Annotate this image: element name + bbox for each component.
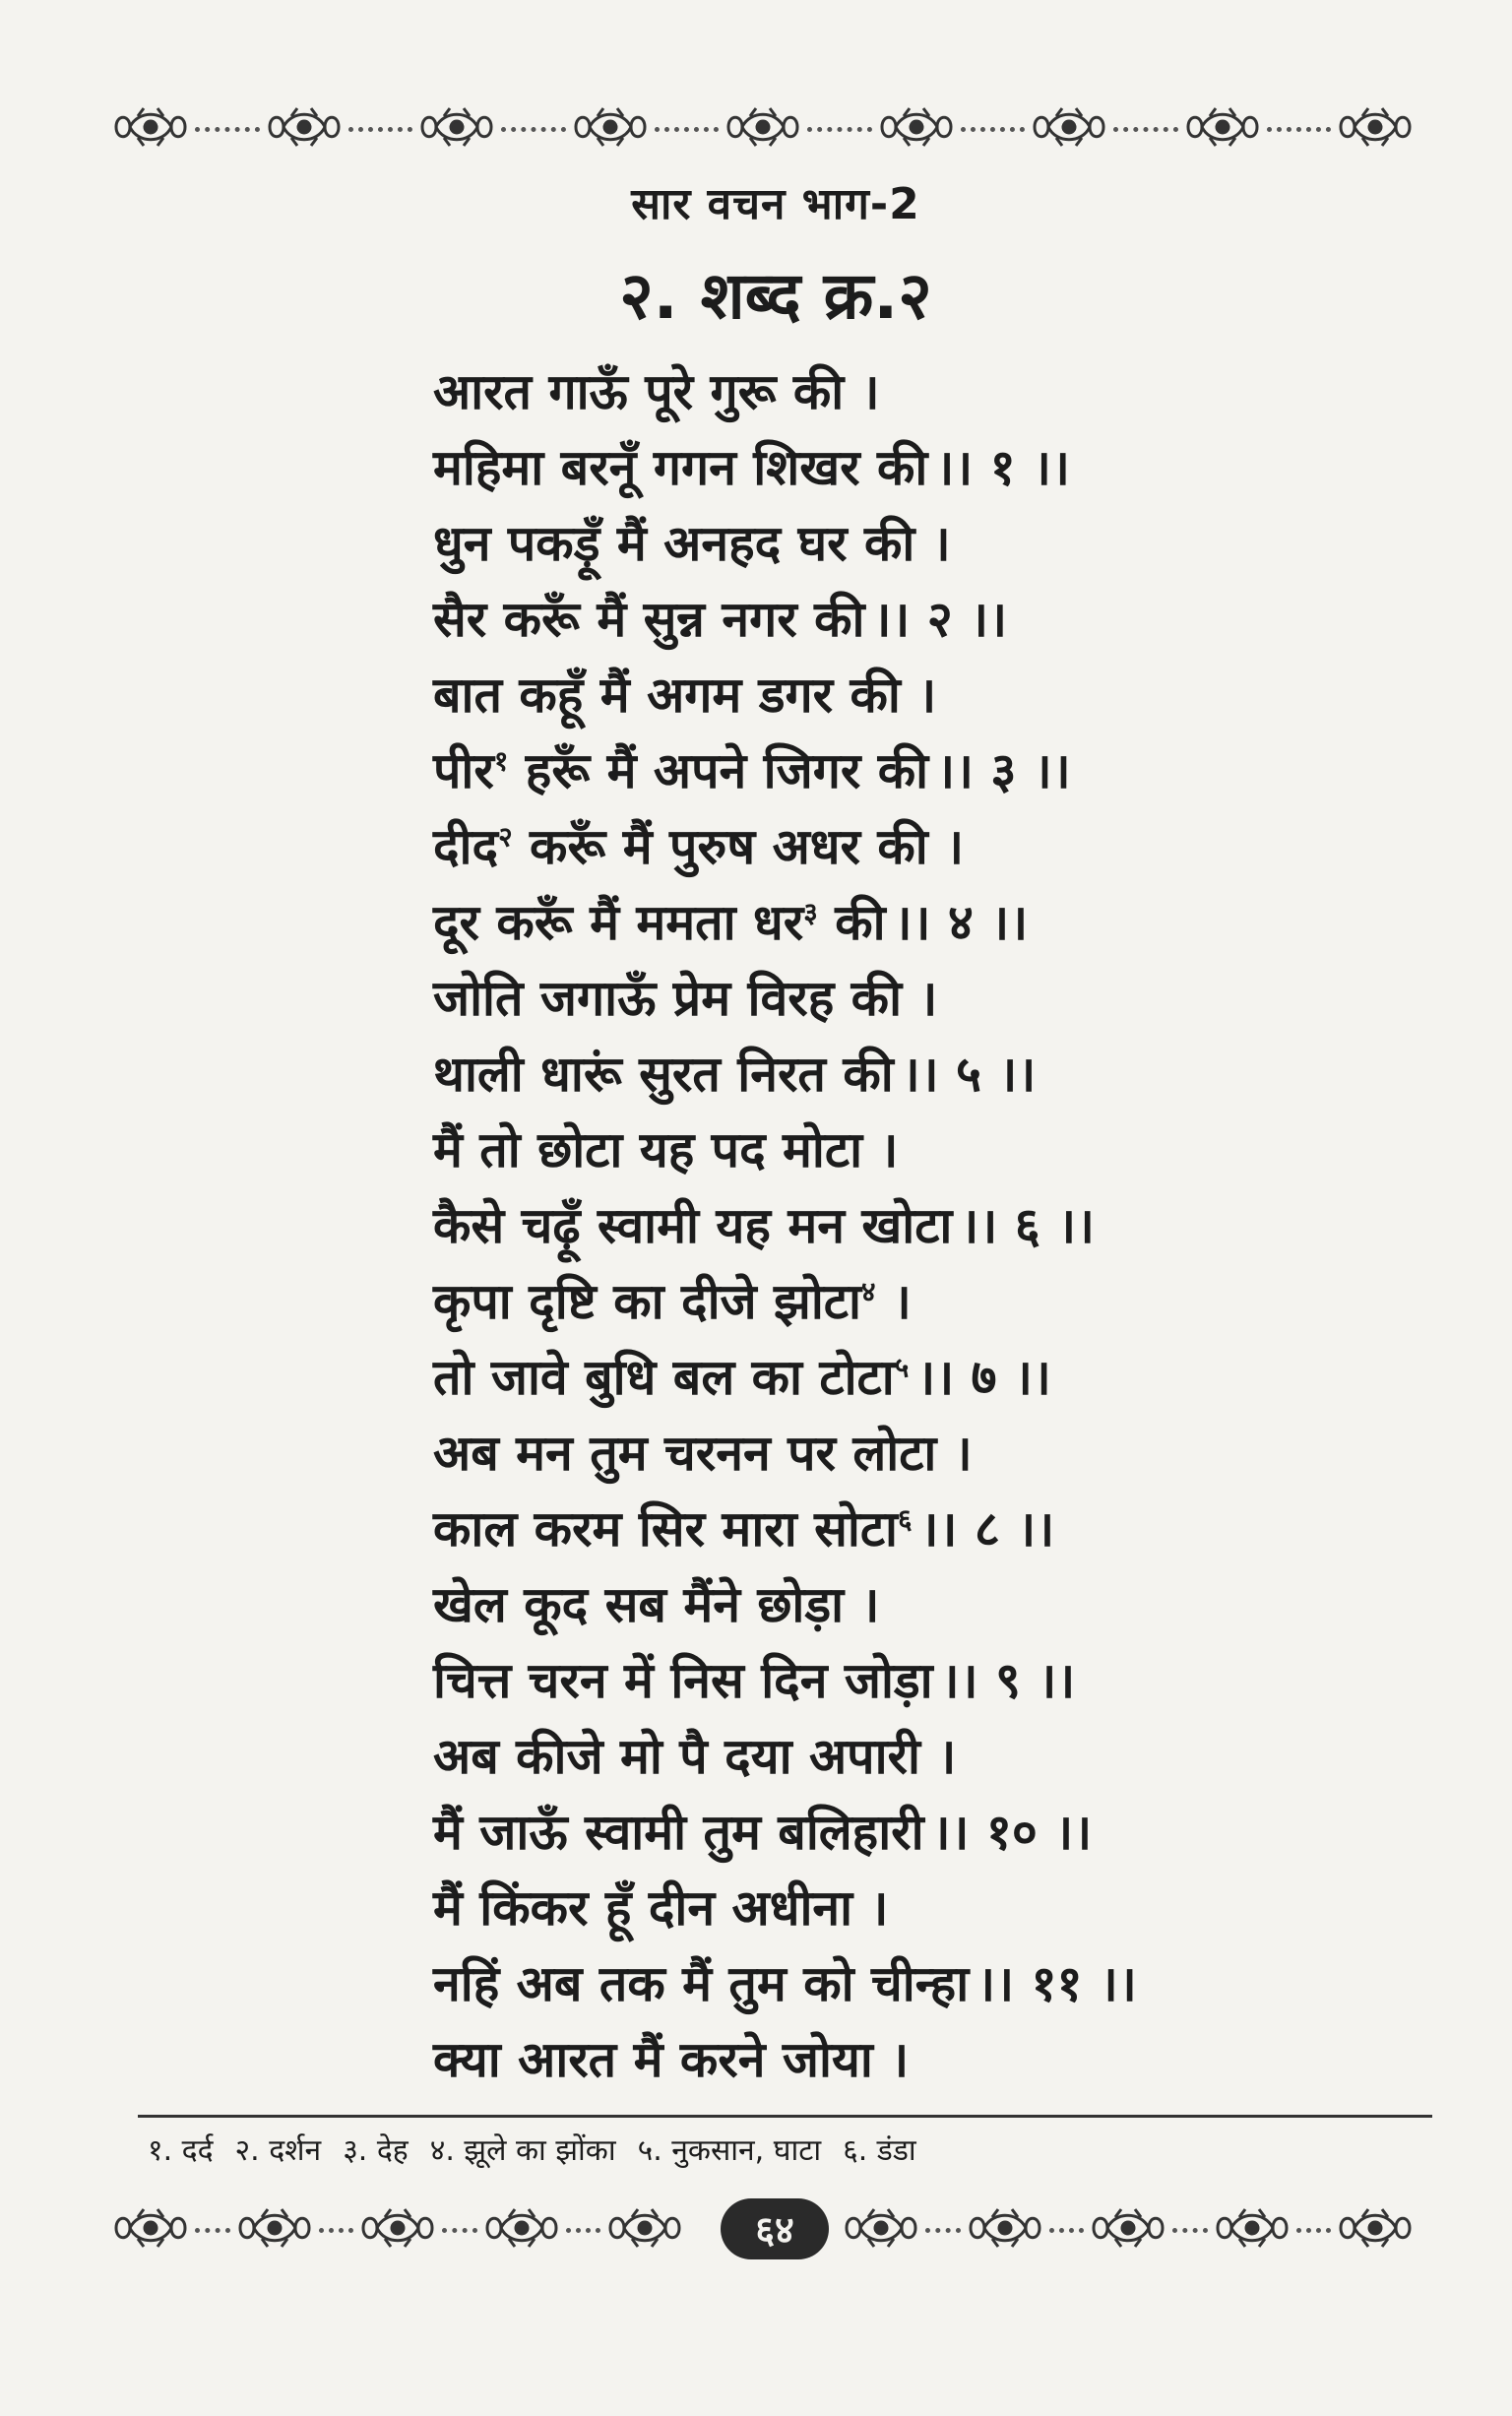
- floral-ornament-icon: [602, 2203, 687, 2257]
- verse-number: ।। २ ।।: [872, 591, 1008, 648]
- dotted-separator: [925, 2228, 961, 2233]
- verse-line: [433, 1492, 1319, 1567]
- verse-line: [433, 1188, 1319, 1264]
- dotted-separator: [1172, 2228, 1208, 2233]
- footnote-item: २. दर्शन: [234, 2133, 322, 2168]
- verse-number: ।। ९ ।।: [940, 1652, 1076, 1709]
- book-title: सार वचन भाग-2: [631, 179, 920, 229]
- footnote-marker: ६: [897, 1502, 913, 1536]
- dotted-separator: [1049, 2228, 1085, 2233]
- verse-text: धुन पकड़ूँ मैं अनहद घर की ।: [433, 515, 951, 572]
- verse-line: [433, 1340, 1319, 1416]
- floral-ornament-icon: [568, 102, 653, 156]
- floral-ornament-icon: [839, 2203, 923, 2257]
- floral-ornament-icon: [232, 2203, 317, 2257]
- footnote-item: ४. झूले का झोंका: [429, 2133, 616, 2168]
- footnote-marker: ४: [860, 1275, 876, 1308]
- verse-number: ।। १० ।।: [931, 1804, 1093, 1861]
- footnote-marker: ५: [894, 1351, 910, 1384]
- verse-text: कृपा दृष्टि का दीजे झोटा: [433, 1273, 861, 1330]
- verse-text: जोति जगाऊँ प्रेम विरह की ।: [433, 970, 938, 1027]
- dotted-separator: [348, 127, 413, 132]
- verse-line: [433, 430, 1319, 506]
- floral-ornament-icon: [1086, 2203, 1170, 2257]
- verse-line: [433, 1946, 1319, 2022]
- verse-number: ।। ८ ।।: [919, 1500, 1055, 1558]
- footnote-divider: [138, 2115, 1432, 2118]
- verse-text-continued: हरूँ मैं अपने जिगर की: [508, 742, 929, 799]
- top-ornamental-border: [108, 95, 1418, 163]
- verse-text: मैं तो छोटा यह पद मोटा ।: [433, 1121, 899, 1178]
- floral-ornament-icon: [1027, 102, 1111, 156]
- verse-line: [433, 961, 1319, 1037]
- verse-line: [433, 1871, 1319, 1946]
- verse-line: [433, 1719, 1319, 1795]
- verse-line: [433, 1264, 1319, 1340]
- floral-ornament-icon: [874, 102, 959, 156]
- footnote-item: ५. नुकसान, घाटा: [637, 2133, 822, 2168]
- verse-line: [433, 1416, 1319, 1492]
- floral-ornament-icon: [1333, 2203, 1418, 2257]
- footnote-item: १. दर्द: [148, 2133, 214, 2168]
- verse-line: [433, 2022, 1319, 2098]
- verse-text: कैसे चढ़ूँ स्वामी यह मन खोटा: [433, 1197, 953, 1254]
- verse-line: [433, 733, 1319, 809]
- dotted-separator: [501, 127, 566, 132]
- section-title: २. शब्द क्र.२: [619, 258, 932, 334]
- verse-text: दूर करूँ मैं ममता धर: [433, 894, 804, 951]
- verse-text: आरत गाऊँ पूरे गुरू की ।: [433, 363, 880, 420]
- dotted-separator: [195, 2228, 230, 2233]
- dotted-separator: [807, 127, 872, 132]
- verse-line: [433, 1037, 1319, 1113]
- floral-ornament-icon: [721, 102, 805, 156]
- footnotes: [148, 2129, 938, 2169]
- verse-text: पीर: [433, 742, 494, 799]
- verse-text: क्या आरत मैं करने जोया ।: [433, 2031, 910, 2088]
- floral-ornament-icon: [262, 102, 346, 156]
- verse-number: ।। ४ ।।: [893, 894, 1029, 951]
- dotted-separator: [1267, 127, 1332, 132]
- verse-line: [433, 354, 1319, 430]
- floral-ornament-icon: [108, 102, 193, 156]
- verse-line: [433, 1113, 1319, 1188]
- floral-ornament-icon: [1180, 102, 1265, 156]
- verse-line: [433, 1795, 1319, 1871]
- floral-ornament-icon: [355, 2203, 440, 2257]
- dotted-separator: [961, 127, 1026, 132]
- floral-ornament-icon: [108, 2203, 193, 2257]
- verse-list: [433, 354, 1319, 2098]
- verse-number: ।। १ ।।: [935, 439, 1070, 496]
- verse-text: चित्त चरन में निस दिन जोड़ा: [433, 1652, 933, 1709]
- verse-number: ।। ७ ।।: [916, 1349, 1051, 1406]
- dotted-separator: [566, 2228, 601, 2233]
- footnote-marker: १: [493, 744, 509, 778]
- verse-text: थाली धारूं सुरत निरत की: [433, 1046, 894, 1103]
- verse-text-continued: करूँ मैं पुरुष अधर की ।: [512, 818, 965, 875]
- verse-line: [433, 1567, 1319, 1643]
- verse-text: नहिं अब तक मैं तुम को चीन्हा: [433, 1955, 970, 2012]
- floral-ornament-icon: [963, 2203, 1047, 2257]
- verse-text: दीद: [433, 818, 499, 875]
- verse-line: [433, 582, 1319, 658]
- floral-ornament-icon: [1210, 2203, 1294, 2257]
- floral-ornament-icon: [414, 102, 499, 156]
- verse-text: अब कीजे मो पै दया अपारी ।: [433, 1728, 957, 1785]
- verse-line: [433, 658, 1319, 733]
- dotted-separator: [195, 127, 260, 132]
- verse-text: काल करम सिर मारा सोटा: [433, 1500, 898, 1558]
- dotted-separator: [655, 127, 720, 132]
- verse-line: [433, 506, 1319, 582]
- footnote-marker: २: [498, 820, 513, 854]
- page-header: [0, 172, 1512, 338]
- verse-text: तो जावे बुधि बल का टोटा: [433, 1349, 895, 1406]
- footnote-marker: ३: [803, 896, 818, 929]
- verse-number: ।। ११ ।।: [976, 1955, 1137, 2012]
- verse-text-continued: ।: [875, 1273, 912, 1330]
- verse-text: महिमा बरनूँ गगन शिखर की: [433, 439, 928, 496]
- verse-line: [433, 1643, 1319, 1719]
- floral-ornament-icon: [1333, 102, 1418, 156]
- page-number: ६४: [721, 2198, 829, 2259]
- verse-text: बात कहूँ मैं अगम डगर की ।: [433, 667, 937, 724]
- footnote-item: ३. देह: [343, 2133, 409, 2168]
- verse-text: सैर करूँ मैं सुन्न नगर की: [433, 591, 865, 648]
- verse-number: ।। ६ ।।: [960, 1197, 1096, 1254]
- dotted-separator: [442, 2228, 477, 2233]
- dotted-separator: [1296, 2228, 1332, 2233]
- verse-number: ।। ३ ।।: [936, 742, 1071, 799]
- verse-line: [433, 885, 1319, 961]
- floral-ornament-icon: [479, 2203, 564, 2257]
- verse-text: खेल कूद सब मैंने छोड़ा ।: [433, 1576, 880, 1633]
- footnote-item: ६. डंडा: [843, 2133, 916, 2168]
- verse-text: मैं किंकर हूँ दीन अधीना ।: [433, 1879, 889, 1937]
- verse-text: मैं जाऊँ स्वामी तुम बलिहारी: [433, 1804, 924, 1861]
- dotted-separator: [1113, 127, 1178, 132]
- verse-text-continued: की: [817, 894, 886, 951]
- verse-text: अब मन तुम चरनन पर लोटा ।: [433, 1425, 973, 1482]
- verse-number: ।। ५ ।।: [901, 1046, 1037, 1103]
- dotted-separator: [319, 2228, 354, 2233]
- verse-line: [433, 809, 1319, 885]
